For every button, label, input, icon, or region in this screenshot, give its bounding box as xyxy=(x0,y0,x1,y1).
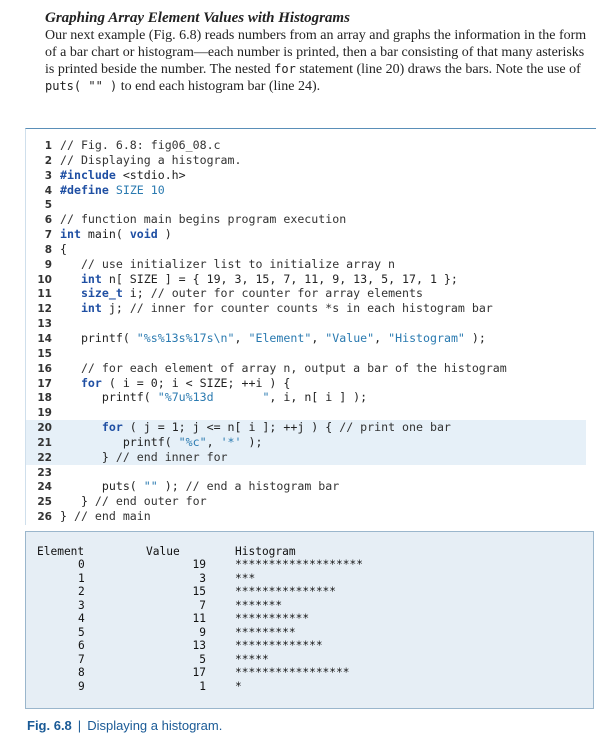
code-text: n[ SIZE ] = { 19, 3, 15, 7, 11, 9, 13, 5, 17, 1 }; xyxy=(101,271,458,286)
code-text: , xyxy=(206,434,221,449)
line-number: 12 xyxy=(37,303,52,316)
output-element: 6 xyxy=(78,639,85,652)
code-text: <stdio.h> xyxy=(115,167,186,182)
code-line-3 xyxy=(26,168,586,183)
output-value: 17 xyxy=(192,666,206,679)
code-string: "%s%13s%17s\n" xyxy=(136,330,235,345)
intro-text-1: Our next example (Fig. 6.8) reads numbers from an array and graphs the information in the form of a bar chart or histogram—each number is printed, then a bar consisting of that many asterisks is printed beside the number. The nested xyxy=(45,28,587,77)
code-text: ); xyxy=(464,330,486,345)
output-element: 3 xyxy=(78,598,85,612)
section-heading: Graphing Array Element Values with Histograms xyxy=(45,10,350,26)
line-number: 1 xyxy=(44,140,52,152)
output-bar: *** xyxy=(235,571,256,585)
line-number: 10 xyxy=(37,273,52,286)
output-element: 8 xyxy=(78,666,85,679)
output-element: 2 xyxy=(78,585,85,598)
line-number: 4 xyxy=(44,184,52,197)
output-element: 5 xyxy=(78,625,85,639)
output-value: 11 xyxy=(192,612,206,625)
code-text: , xyxy=(374,330,389,345)
code-keyword: size_t xyxy=(60,286,123,301)
output-bar: *************** xyxy=(235,585,337,598)
code-line-10 xyxy=(26,272,586,287)
code-keyword: int xyxy=(60,271,102,286)
output-element: 0 xyxy=(78,558,85,571)
code-text: j; xyxy=(101,301,130,316)
code-keyword: void xyxy=(129,227,158,242)
code-line-9 xyxy=(26,257,586,272)
code-line-22 xyxy=(26,450,586,465)
output-value: 5 xyxy=(199,652,206,666)
code-line-16 xyxy=(26,361,586,376)
code-comment: // end inner for xyxy=(115,449,228,464)
output-bar: ************* xyxy=(235,639,323,652)
code-line-2 xyxy=(26,153,586,168)
code-lines xyxy=(26,138,586,524)
code-string: "Element" xyxy=(248,330,312,345)
code-line-1 xyxy=(26,138,586,153)
code-line-6 xyxy=(26,212,586,227)
code-keyword: int xyxy=(60,301,102,316)
code-text: // Fig. 6.8: fig06_08.c xyxy=(60,138,221,152)
line-number: 25 xyxy=(37,496,52,509)
code-line-14 xyxy=(26,331,586,346)
output-value: 13 xyxy=(192,639,206,652)
code-text: { xyxy=(60,241,67,256)
output-bar: ********* xyxy=(235,625,296,639)
code-keyword: #include xyxy=(60,167,116,182)
line-number: 8 xyxy=(44,243,52,256)
output-value: 15 xyxy=(192,585,206,598)
output-element: 1 xyxy=(78,571,85,585)
output-bar: ***************** xyxy=(235,666,350,679)
code-text: ); xyxy=(241,434,263,449)
output-value: 19 xyxy=(192,558,206,571)
output-header-element: Element xyxy=(37,545,85,558)
line-number: 26 xyxy=(37,511,52,524)
code-comment: // outer for counter for array elements xyxy=(150,286,423,301)
code-line-20 xyxy=(26,420,586,435)
code-listing xyxy=(25,128,596,525)
line-number: 2 xyxy=(44,154,52,167)
output-header-histogram: Histogram xyxy=(235,545,296,558)
output-bar: ******* xyxy=(235,598,283,612)
line-number: 3 xyxy=(44,169,52,182)
figure-caption xyxy=(27,718,222,733)
line-number: 7 xyxy=(44,229,52,242)
code-string: "Value" xyxy=(325,330,375,345)
intro-paragraph xyxy=(45,27,595,95)
code-text: main( xyxy=(80,227,130,242)
output-value: 3 xyxy=(199,571,206,585)
code-text: } xyxy=(60,449,116,464)
code-line-12 xyxy=(26,301,586,316)
code-text: , xyxy=(311,330,326,345)
figure-label: Fig. 6.8 xyxy=(27,718,72,733)
line-number: 24 xyxy=(37,481,52,494)
line-number: 20 xyxy=(37,422,52,435)
code-text: puts( xyxy=(60,479,144,494)
code-keyword: for xyxy=(60,420,123,435)
output-value: 9 xyxy=(199,625,206,639)
line-number: 23 xyxy=(37,466,52,479)
code-line-13 xyxy=(26,316,586,331)
line-number: 9 xyxy=(44,258,52,271)
code-text: , i, n[ i ] ); xyxy=(269,390,368,405)
caption-text: Displaying a histogram. xyxy=(87,718,223,733)
code-text: printf( xyxy=(60,390,158,405)
line-number: 5 xyxy=(44,199,52,212)
output-element: 4 xyxy=(78,612,85,625)
code-text: ) xyxy=(157,227,172,242)
code-text: // use initializer list to initialize array n xyxy=(60,256,396,271)
line-number: 6 xyxy=(44,214,52,227)
line-number: 13 xyxy=(37,318,52,331)
output-element: 9 xyxy=(78,679,85,693)
code-line-7 xyxy=(26,227,586,242)
output-element: 7 xyxy=(78,652,85,666)
code-text: // function main begins program execution xyxy=(60,212,347,227)
code-line-5 xyxy=(26,197,586,212)
code-string: "%7u%13d xyxy=(157,390,214,405)
code-line-25 xyxy=(26,494,586,509)
line-number: 15 xyxy=(37,347,52,360)
code-line-19 xyxy=(26,405,586,420)
intro-text-2: statement (line 20) draws the bars. Note the use of xyxy=(295,62,581,77)
line-number: 11 xyxy=(37,288,52,301)
code-text: } xyxy=(60,509,74,524)
code-line-18 xyxy=(26,390,586,405)
code-line-24 xyxy=(26,479,586,494)
code-comment: // print one bar xyxy=(339,420,451,435)
code-text: SIZE 10 xyxy=(108,182,165,197)
intro-text-3: to end each histogram bar (line 24). xyxy=(117,79,321,94)
code-line-15 xyxy=(26,346,586,361)
program-output xyxy=(25,531,594,709)
code-text: printf( xyxy=(60,330,137,345)
code-string: "Histogram" xyxy=(388,330,465,345)
code-line-23 xyxy=(26,465,586,480)
output-value: 1 xyxy=(199,679,206,693)
code-line-4 xyxy=(26,183,586,198)
line-number: 21 xyxy=(37,436,52,449)
output-bar: ******************* xyxy=(235,558,363,571)
intro-code-for: for xyxy=(274,62,296,76)
line-number: 22 xyxy=(37,451,52,464)
code-text: // for each element of array n, output a bar of the histogram xyxy=(60,360,507,375)
code-text: ( i = 0; i < SIZE; ++i ) { xyxy=(101,375,291,390)
code-text: // Displaying a histogram. xyxy=(60,152,242,167)
code-comment: // end outer for xyxy=(94,494,207,509)
output-value: 7 xyxy=(199,598,206,612)
line-number: 16 xyxy=(37,362,52,375)
code-comment: // inner for counter counts *s in each histogram bar xyxy=(129,301,493,316)
line-number: 14 xyxy=(37,332,52,345)
output-header-value: Value xyxy=(146,545,180,558)
output-bar: *********** xyxy=(235,612,310,625)
code-line-21 xyxy=(26,435,586,450)
code-line-11 xyxy=(26,286,586,301)
code-keyword: int xyxy=(60,227,81,242)
code-comment: // end main xyxy=(73,509,151,524)
code-string: " xyxy=(213,390,270,405)
code-comment: // end a histogram bar xyxy=(185,479,340,494)
code-keyword: #define xyxy=(60,182,109,197)
code-text: i; xyxy=(122,286,151,301)
line-number: 18 xyxy=(37,392,52,405)
output-bar: ***** xyxy=(235,652,269,666)
intro-code-puts: puts( "" ) xyxy=(45,79,118,93)
code-line-26 xyxy=(26,509,586,524)
code-text: ); xyxy=(157,479,186,494)
code-string: "%c" xyxy=(178,434,207,449)
code-text: , xyxy=(234,330,249,345)
code-text: } xyxy=(60,494,95,509)
line-number: 19 xyxy=(37,407,52,420)
code-line-8 xyxy=(26,242,586,257)
code-string: '*' xyxy=(220,434,242,449)
code-string: "" xyxy=(143,479,158,494)
code-text: printf( xyxy=(60,434,179,449)
code-text: ( j = 1; j <= n[ i ]; ++j ) { xyxy=(122,420,340,435)
output-bar: * xyxy=(235,679,242,693)
code-line-17 xyxy=(26,376,586,391)
caption-separator: | xyxy=(77,718,82,733)
line-number: 17 xyxy=(37,377,52,390)
code-keyword: for xyxy=(60,375,102,390)
